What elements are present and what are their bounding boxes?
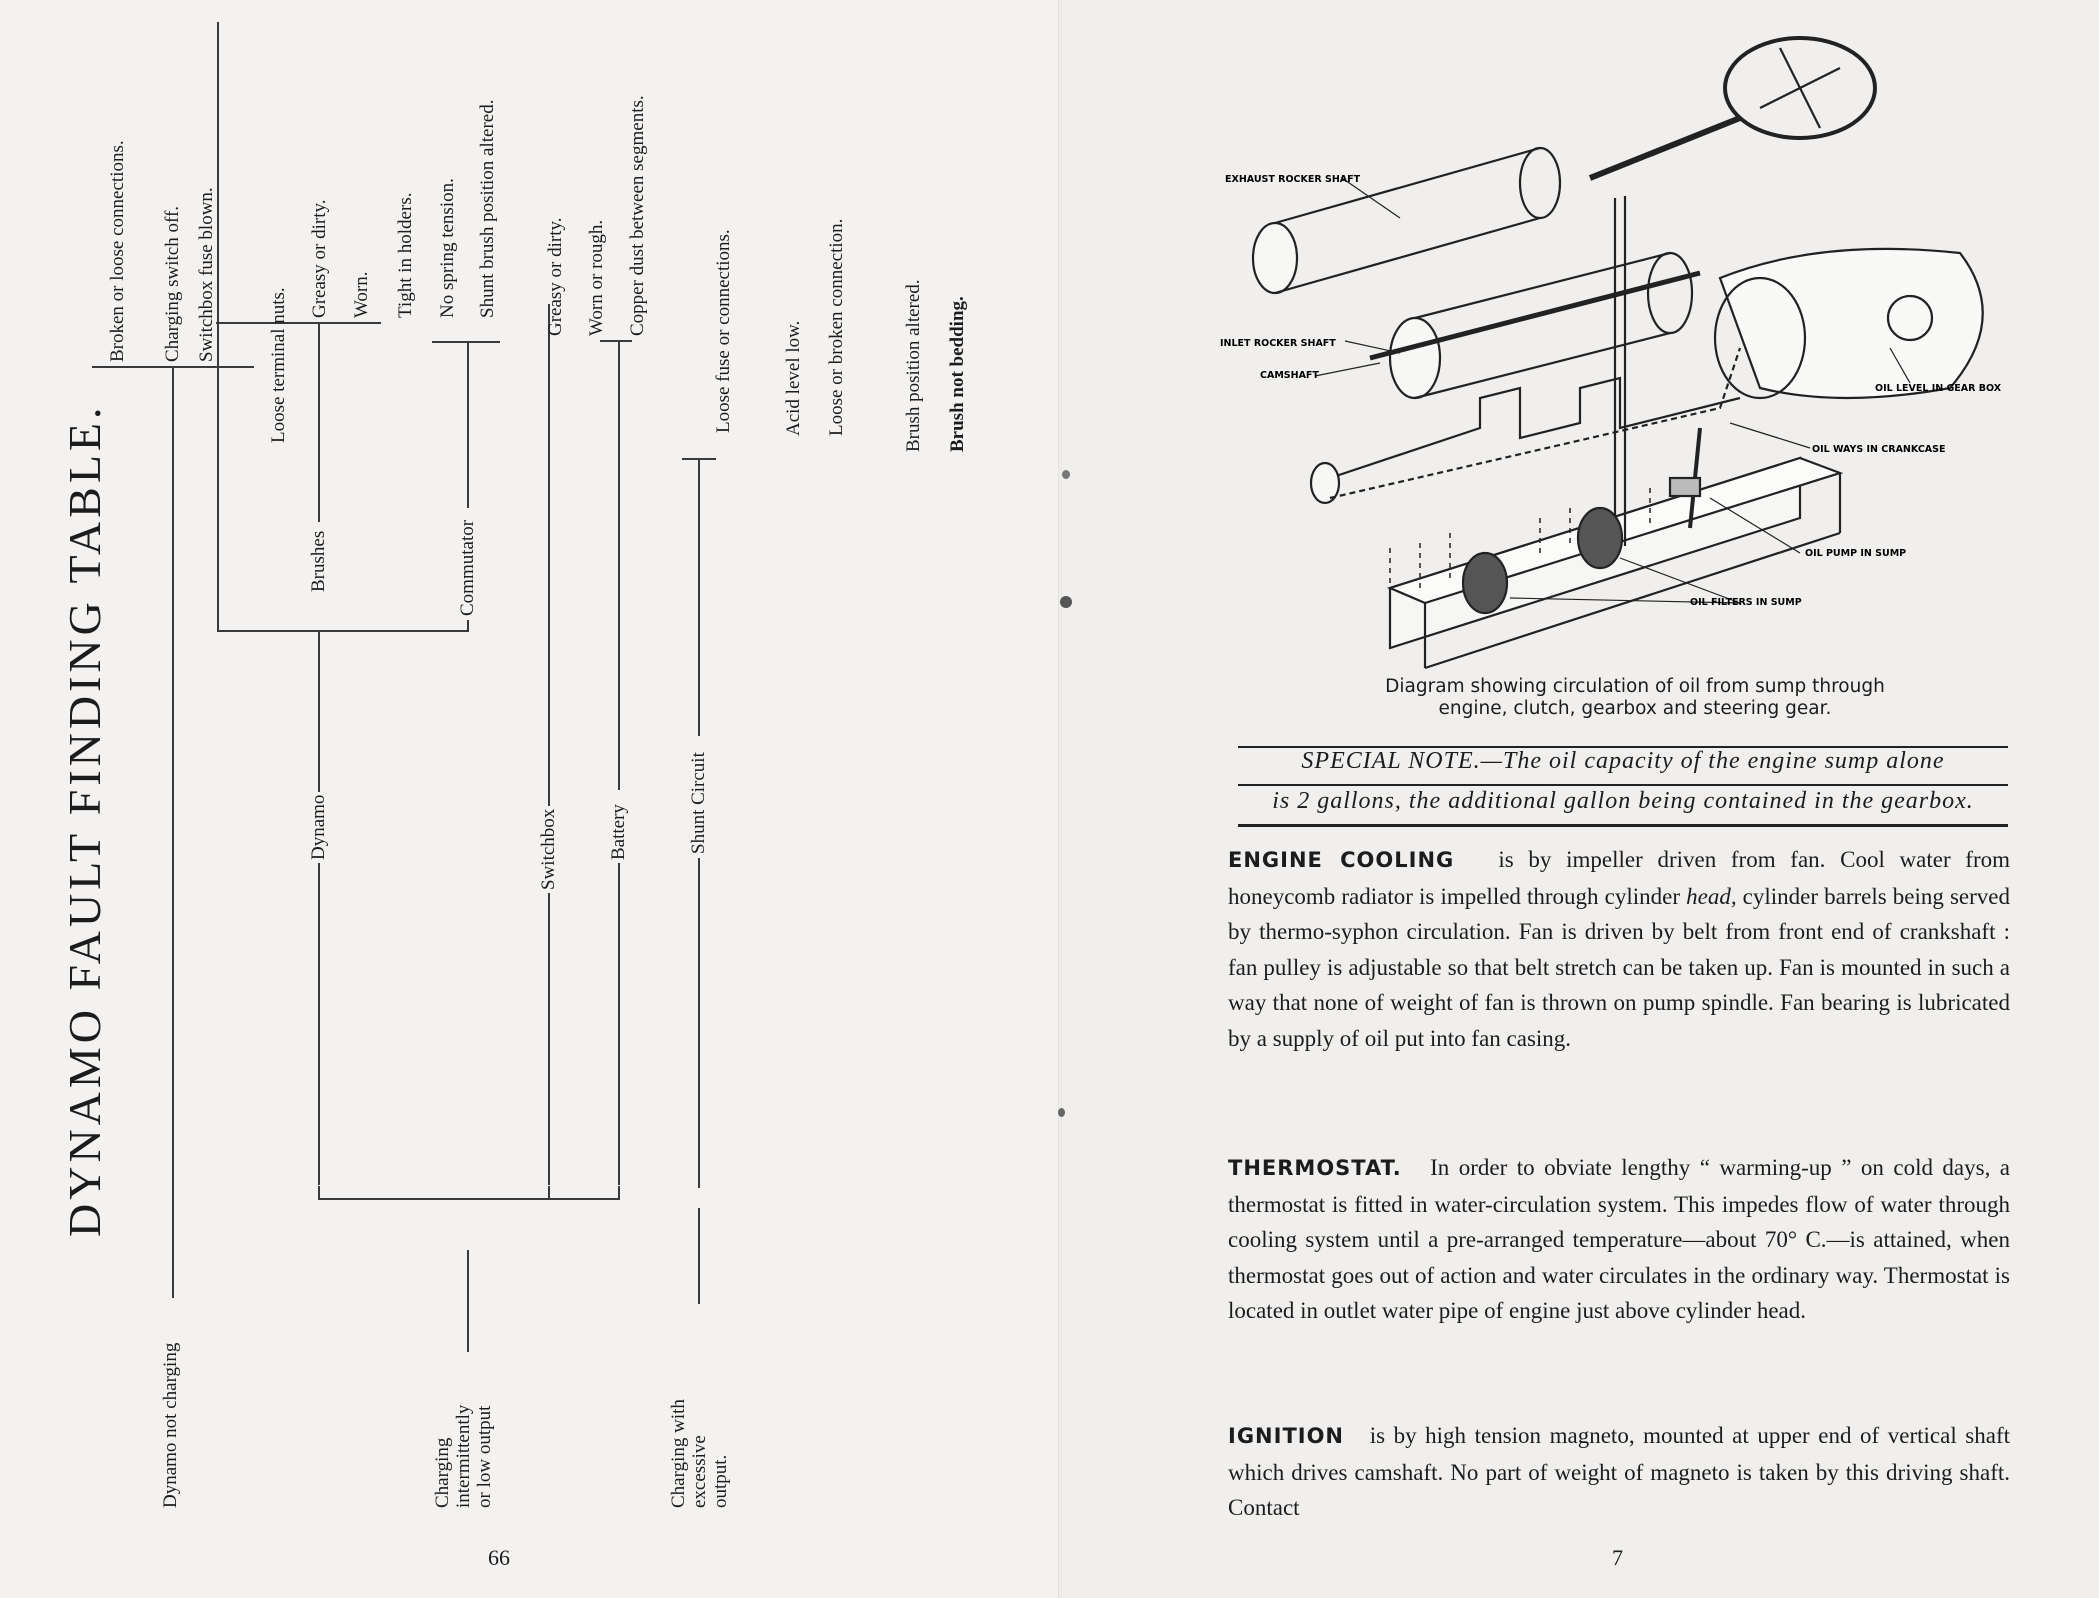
cause-item: Copper dust between segments. <box>627 95 648 336</box>
dynamo-bracket <box>217 631 467 633</box>
table-title: DYNAMO FAULT FINDING TABLE. <box>59 403 110 1237</box>
paragraph-engine-cooling: ENGINE COOLING is by impeller driven from fan. Cool water from honeycomb radiator is impelled through cylinder head, cylinder barrels being served by thermo-syphon circulation. Fan is driven by belt from front end of crankshaft : fan pulley is adjustable so that belt stretch can be taken up. Fan is mounted in such a way that none of weight of fan is thrown on pump spindle. Fan bearing is lubricated by a supply of oil put into fan casing. <box>1228 847 2011 1051</box>
label-oil-level-gearbox: OIL LEVEL IN GEAR BOX <box>1875 383 2002 394</box>
symptom-excessive: Charging with excessive output. <box>668 1399 731 1508</box>
paragraph-thermostat: THERMOSTAT. In order to obviate lengthy “ warming-up ” on cold days, a thermostat is fitted in water-circulation system. This impedes flow of water through cooling system until a pre-arranged temperature—about 70° C.—is attained, when thermostat goes out of action and water circulates in the ordinary way. Thermostat is located in outlet water pipe of engine just above cylinder head. <box>1228 1155 2011 1323</box>
diagram-caption: Diagram showing circulation of oil from sump through engine, clutch, gearbox and steering gear. <box>1385 676 1885 719</box>
special-note-line2: is 2 gallons, the additional gallon being contained in the gearbox. <box>1272 788 1974 814</box>
cause-item: Acid level low. <box>783 320 804 436</box>
group-dynamo: Dynamo <box>308 794 329 860</box>
cause-item: Brush not bedding. <box>947 296 968 452</box>
cause-item: Greasy or dirty. <box>545 217 566 336</box>
label-inlet-rocker-shaft: INLET ROCKER SHAFT <box>1220 338 1336 349</box>
right-page-number: 7 <box>1612 1545 1623 1570</box>
cause-item: Loose fuse or connections. <box>713 229 734 433</box>
not-charging-line <box>172 368 174 1298</box>
cause-item: Shunt brush position altered. <box>477 99 498 318</box>
cause-bracket-not-charging <box>92 367 254 369</box>
cause-bracket-brushes <box>216 323 381 325</box>
cause-bracket-shunt <box>682 459 716 461</box>
group-switchbox: Switchbox <box>538 808 559 890</box>
label-oil-ways: OIL WAYS IN CRANKCASE <box>1812 444 1946 455</box>
paragraph-ignition: IGNITION is by high tension magneto, mounted at upper end of vertical shaft which drives camshaft. No part of weight of magneto is taken by this driving shaft. Contact <box>1228 1423 2010 1520</box>
cause-item: Worn or rough. <box>586 219 607 336</box>
cause-item: Switchbox fuse blown. <box>196 187 217 362</box>
cause-item: Charging switch off. <box>162 205 183 362</box>
paper-speck <box>1060 596 1072 608</box>
cause-item: Loose or broken connection. <box>826 218 847 436</box>
excessive-line <box>698 1208 700 1304</box>
cause-item: Loose terminal nuts. <box>268 287 289 443</box>
paper-speck <box>1058 1108 1065 1117</box>
special-note-line1: SPECIAL NOTE.—The oil capacity of the engine sump alone <box>1301 748 1945 774</box>
intermittent-line <box>467 1250 469 1352</box>
symptom-intermittent: Charging intermittently or low output <box>432 1404 495 1508</box>
heading-ignition: IGNITION <box>1228 1424 1345 1448</box>
group-commutator: Commutator <box>457 519 478 616</box>
cause-bracket-battery <box>600 341 632 343</box>
heading-thermostat: THERMOSTAT. <box>1228 1156 1402 1180</box>
cause-bracket-commutator <box>432 342 500 344</box>
symptom-not-charging: Dynamo not charging <box>160 1342 181 1508</box>
heading-engine-cooling: ENGINE COOLING <box>1228 848 1455 872</box>
cause-item: Tight in holders. <box>395 192 416 318</box>
group-shunt-circuit: Shunt Circuit <box>688 752 709 854</box>
paper-speck <box>1062 470 1070 479</box>
label-oil-pump: OIL PUMP IN SUMP <box>1805 548 1907 559</box>
group-brushes: Brushes <box>308 530 329 592</box>
cause-item: Broken or loose connections. <box>107 140 128 362</box>
main-bracket <box>318 1199 620 1201</box>
left-page-number: 66 <box>488 1545 510 1570</box>
label-exhaust-rocker-shaft: EXHAUST ROCKER SHAFT <box>1225 174 1361 185</box>
label-oil-filters: OIL FILTERS IN SUMP <box>1690 597 1802 608</box>
label-camshaft: CAMSHAFT <box>1260 370 1319 381</box>
cause-item: Worn. <box>351 271 372 318</box>
group-battery: Battery <box>608 804 629 860</box>
cause-item: Greasy or dirty. <box>309 199 330 318</box>
oil-circulation-diagram <box>1220 28 2020 678</box>
cause-item: No spring tension. <box>437 178 458 318</box>
cause-item: Brush position altered. <box>903 279 924 452</box>
